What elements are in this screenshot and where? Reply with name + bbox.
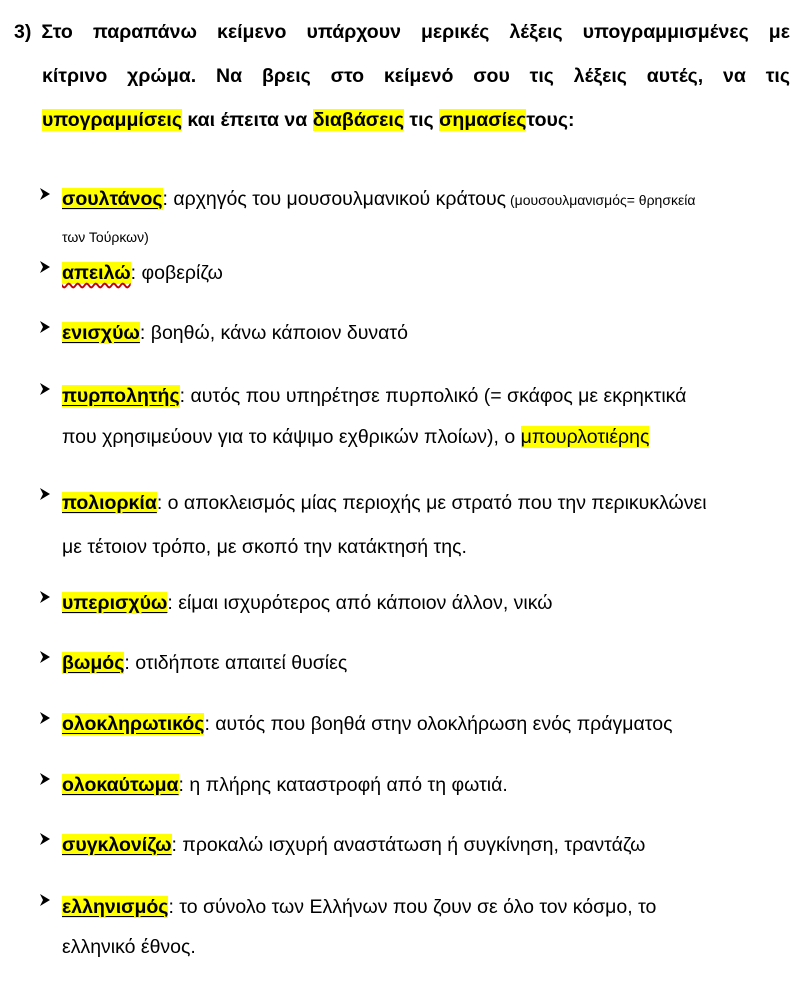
definition: : το σύνολο των Ελλήνων που ζουν σε όλο τον κόσμο, το xyxy=(168,896,657,918)
definition: : αρχηγός του μουσουλμανικού κράτους xyxy=(162,188,507,210)
word-underline: υπογραμμίσεις xyxy=(42,109,182,131)
arrow-bullet-icon xyxy=(36,644,56,670)
list-item xyxy=(36,766,788,805)
definition: : η πλήρης καταστροφή από τη φωτιά. xyxy=(178,774,508,796)
list-item xyxy=(36,705,788,744)
definition-cont: που χρησιμεύουν για το κάψιμο εχθρικών πλοίων), ο xyxy=(62,426,521,448)
question-text-1: Στο παραπάνω κείμενο υπάρχουν μερικές λέξεις υπογραμμισμένες με xyxy=(41,21,790,43)
term: ολοκαύτωμα xyxy=(62,774,179,796)
definition: : οτιδήποτε απαιτεί θυσίες xyxy=(124,652,348,674)
highlighted-word: μπουρλοτιέρης xyxy=(520,426,650,448)
term: σουλτάνος xyxy=(62,188,163,210)
question-number: 3) xyxy=(14,21,32,43)
term: βωμός xyxy=(62,652,125,674)
definition-note-cont: των Τούρκων) xyxy=(62,229,149,245)
arrow-bullet-icon xyxy=(36,254,56,280)
term: ολοκληρωτικός xyxy=(62,713,205,735)
definition: : αυτός που υπηρέτησε πυρπολικό (= σκάφος με εκρηκτικά xyxy=(179,385,687,407)
term: ελληνισμός xyxy=(62,896,169,918)
definition: : φοβερίζω xyxy=(130,262,223,284)
question-line-3 xyxy=(14,98,790,142)
term: υπερισχύω xyxy=(62,592,168,614)
definition: : είμαι ισχυρότερος από κάποιον άλλον, νικώ xyxy=(167,592,553,614)
arrow-bullet-icon xyxy=(36,705,56,731)
word-read: διαβάσεις xyxy=(312,109,404,131)
arrow-bullet-icon xyxy=(36,181,56,207)
question-block xyxy=(14,10,790,142)
word-meanings: σημασίες xyxy=(439,109,527,131)
arrow-bullet-icon xyxy=(36,584,56,610)
word-the: τις xyxy=(409,109,434,131)
list-item xyxy=(36,644,788,683)
definition: : αυτός που βοηθά στην ολοκλήρωση ενός πράγματος xyxy=(204,713,673,735)
term: ενισχύω xyxy=(62,322,140,344)
definition: : ο αποκλεισμός μίας περιοχής με στρατό που την περικυκλώνει xyxy=(156,492,707,514)
term: απειλώ xyxy=(62,262,131,284)
list-item xyxy=(36,887,788,967)
list-item xyxy=(36,254,788,293)
list-item xyxy=(36,481,788,569)
question-line-2 xyxy=(14,54,790,98)
term: πολιορκία xyxy=(62,492,157,514)
definition-note: (μουσουλμανισμός= θρησκεία xyxy=(506,192,696,208)
term: πυρπολητής xyxy=(62,385,180,407)
definition: : βοηθώ, κάνω κάποιον δυνατό xyxy=(139,322,408,344)
list-item xyxy=(36,826,788,865)
arrow-bullet-icon xyxy=(36,826,56,852)
word-their: τους: xyxy=(526,109,575,131)
arrow-bullet-icon xyxy=(36,314,56,340)
question-text-2: κίτρινο χρώμα. Να βρεις στο κείμενό σου τις λέξεις αυτές, να τις xyxy=(42,65,790,87)
arrow-bullet-icon xyxy=(36,481,56,507)
list-item xyxy=(36,181,788,255)
list-item xyxy=(36,584,788,623)
arrow-bullet-icon xyxy=(36,766,56,792)
definition: : προκαλώ ισχυρή αναστάτωση ή συγκίνηση, τραντάζω xyxy=(171,834,646,856)
list-item xyxy=(36,376,788,458)
arrow-bullet-icon xyxy=(36,376,56,402)
term: συγκλονίζω xyxy=(62,834,172,856)
list-item xyxy=(36,314,788,353)
definition-cont: ελληνικό έθνος. xyxy=(62,936,196,958)
arrow-bullet-icon xyxy=(36,887,56,913)
word-and: και έπειτα να xyxy=(187,109,308,131)
definition-cont: με τέτοιον τρόπο, με σκοπό την κατάκτησή της. xyxy=(62,536,467,558)
question-line-1 xyxy=(14,10,790,54)
